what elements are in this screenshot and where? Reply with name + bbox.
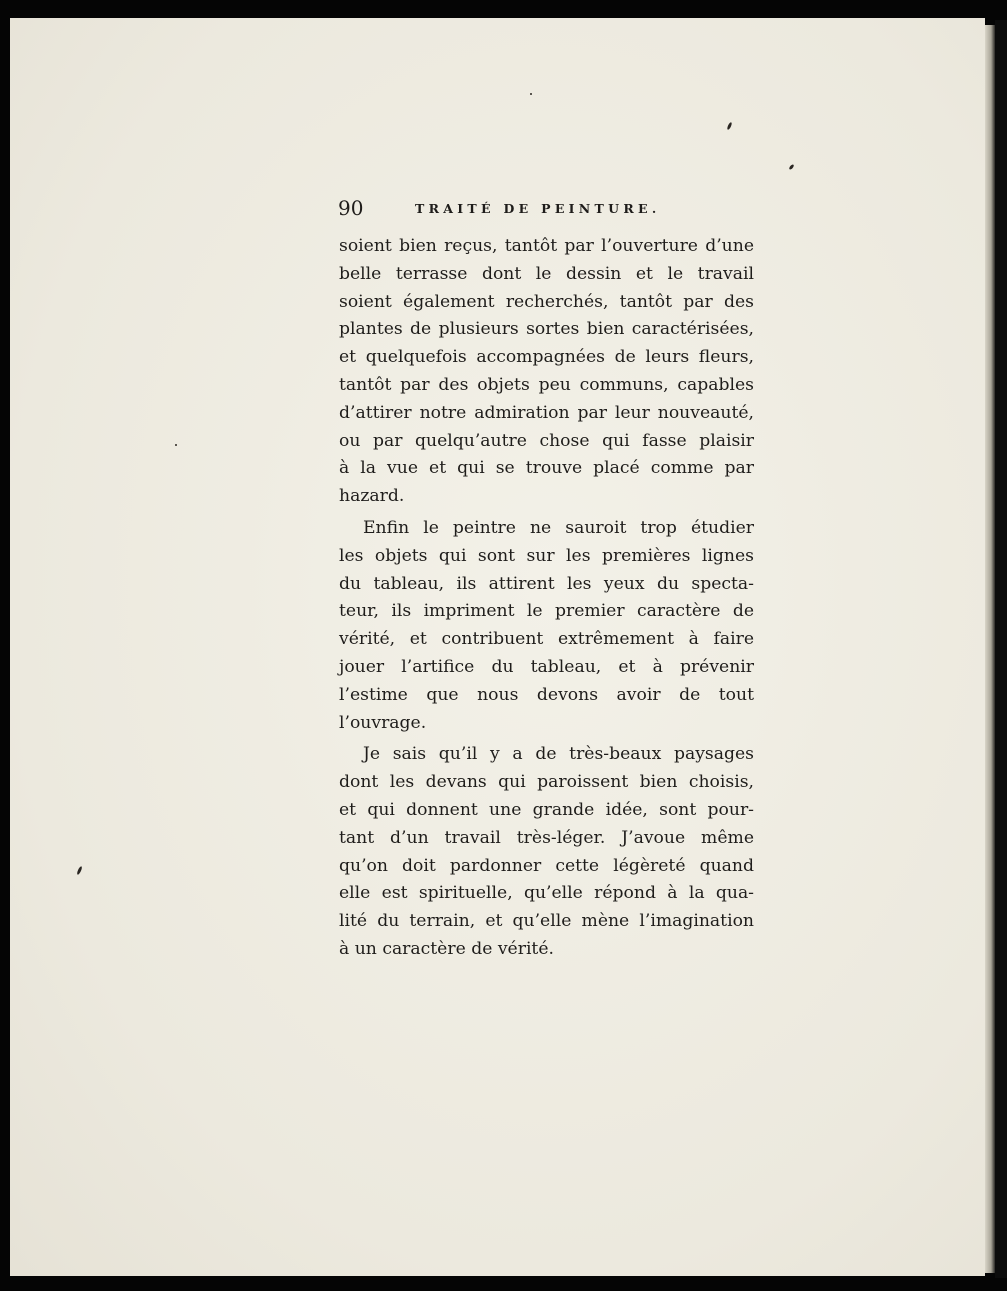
text-line: soient bien reçus, tantôt par l’ouverture d’une [339, 236, 754, 256]
text-line: soient également recherchés, tantôt par des [339, 291, 754, 312]
paragraph-1 [339, 233, 754, 511]
text-line: les objets qui sont sur les premières lignes [339, 545, 754, 566]
paragraph-3 [339, 741, 754, 963]
body-text [339, 233, 754, 964]
text-line: tantôt par des objets peu communs, capables [339, 374, 754, 395]
running-title: TRAITÉ DE PEINTURE. [415, 201, 661, 216]
paper-speck [76, 866, 83, 875]
text-line: et quelquefois accompagnées de leurs fleurs, [339, 347, 754, 368]
text-line: tant d’un travail très-léger. J’avoue même [339, 827, 754, 848]
text-line: plantes de plusieurs sortes bien caractérisées, [339, 319, 754, 340]
text-line: l’estime que nous devons avoir de tout [339, 684, 754, 705]
text-line: dont les devans qui paroissent bien choisis, [339, 772, 754, 793]
text-line: teur, ils impriment le premier caractère de [339, 601, 754, 622]
paper-speck [175, 444, 177, 446]
text-line: du tableau, ils attirent les yeux du specta- [339, 573, 754, 594]
book-binding [995, 20, 1007, 1278]
text-line: hazard. [339, 486, 405, 507]
text-line: d’attirer notre admiration par leur nouveauté, [339, 402, 754, 423]
text-line: vérité, et contribuent extrêmement à faire [339, 629, 754, 650]
text-line: à la vue et qui se trouve placé comme par [339, 458, 754, 479]
page-header [338, 198, 758, 222]
text-line: qu’on doit pardonner cette légèreté quand [339, 855, 754, 876]
text-line: et qui donnent une grande idée, sont pour- [339, 799, 754, 820]
paper-speck [530, 93, 532, 95]
paper-speck [726, 122, 732, 131]
text-line: à un caractère de vérité. [339, 938, 554, 959]
text-line: Enfin le peintre ne sauroit trop étudier [363, 517, 754, 538]
text-line: jouer l’artifice du tableau, et à prévenir [339, 656, 754, 677]
text-line: l’ouvrage. [339, 712, 427, 733]
text-line: lité du terrain, et qu’elle mène l’imagination [339, 911, 754, 932]
page-edge [985, 25, 995, 1273]
page-number: 90 [338, 196, 364, 220]
text-line: Je sais qu’il y a de très-beaux paysages [363, 744, 754, 765]
text-line: belle terrasse dont le dessin et le travail [339, 263, 754, 284]
text-line: elle est spirituelle, qu’elle répond à la qua- [339, 883, 754, 904]
text-line: ou par quelqu’autre chose qui fasse plaisir [339, 430, 754, 451]
paper-speck [788, 164, 794, 171]
paragraph-2 [339, 515, 754, 737]
